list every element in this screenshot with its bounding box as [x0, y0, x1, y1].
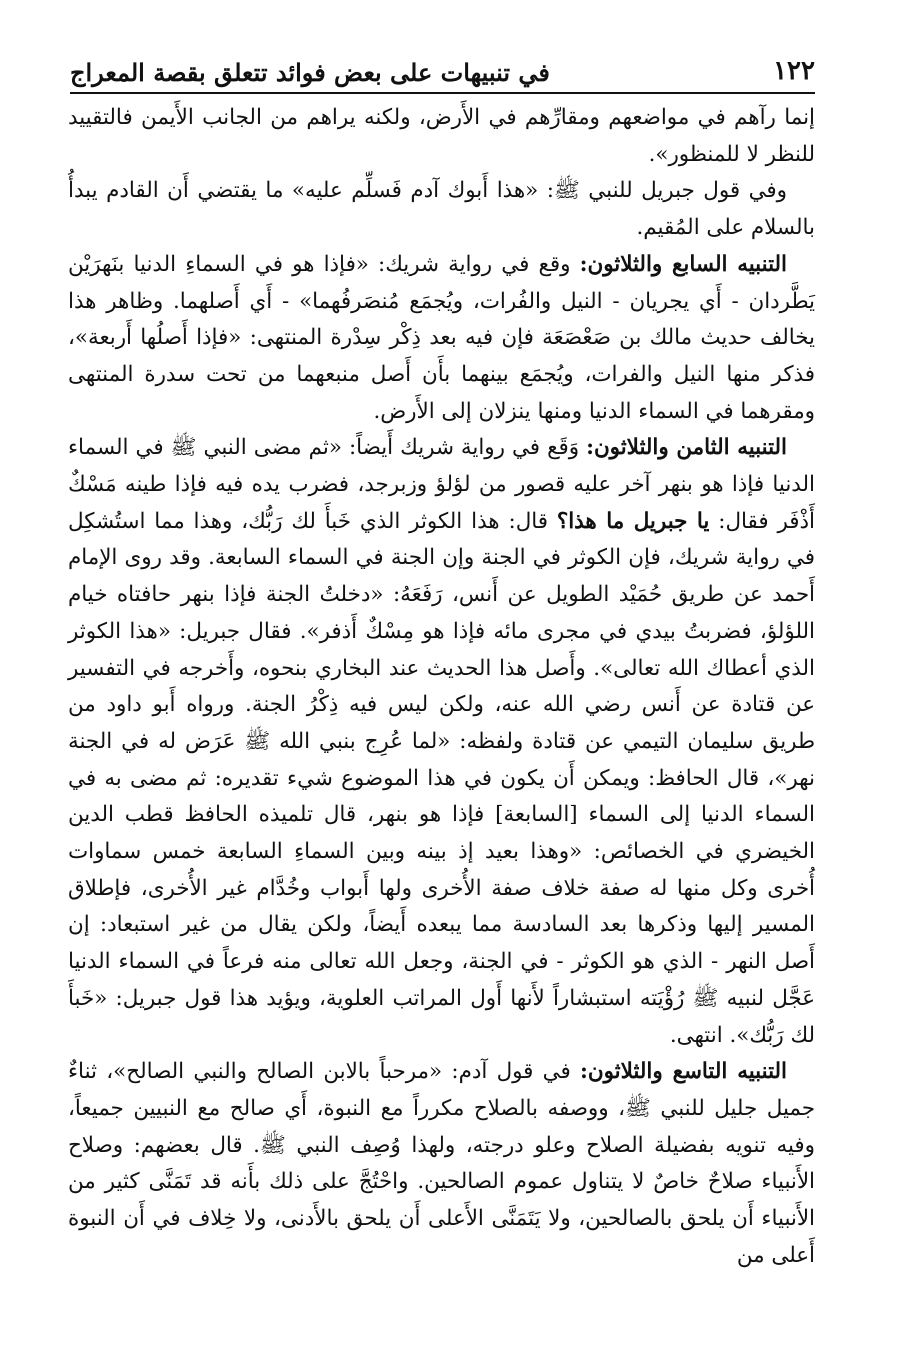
page-header: [70, 52, 815, 94]
page-number: ١٢٢: [773, 56, 815, 86]
paragraph-text: إنما رآهم في مواضعهم ومقارِّهم في الأَرض، ولكنه يراهم من الجانب الأَيمن فالتقييد للنظر لا للمنظور».: [68, 105, 815, 167]
section-heading: التنبيه الثامن والثلاثون:: [586, 435, 787, 461]
paragraph-text: وَقَع في رواية شريك أَيضاً: «ثم مضى النبي ﷺ في السماء الدنيا فإذا هو بنهر آخر عليه قصور من لؤلؤ وزبرجد، فضرب يده فيه فإذا طينه مَسْكٌ أَذْفَر فقال:: [68, 435, 815, 534]
paragraph-jibril-greeting: [68, 173, 815, 246]
section-heading: التنبيه السابع والثلاثون:: [579, 251, 787, 277]
paragraph-text: وفي قول جبريل للنبي ﷺ: «هذا أَبوك آدم فَسلِّم عليه» ما يقتضي أَن القادم يبدأُ بالسلام على المُقيم.: [68, 178, 815, 241]
section-heading: التنبيه التاسع والثلاثون:: [580, 1059, 788, 1085]
paragraph-note-38: [68, 430, 815, 1054]
page-body: [68, 100, 815, 1275]
paragraph-continuation: [68, 100, 815, 173]
paragraph-note-37: [68, 247, 815, 431]
paragraph-text: وقع في رواية شريك: «فإذا هو في السماءِ الدنيا بنَهرَيْن يَطَّردان - أَي يجريان - النيل والفُرات، ويُجمَع مُنصَرفُهما» - أَي أَصلهما. وظاهر هذا يخالف حديث مالك بن صَعْصَعَة فإن فيه بعد ذِكْر سِدْرة المنتهى: «فإذا أَصلُها أَربعة»، فذكر منها النيل والفرات، ويُجمَع بينهما بأَن أَصل منبعهما من تحت سدرة المنتهى ومقرهما في السماء الدنيا ومنها ينزلان إلى الأَرض.: [68, 251, 815, 424]
bold-quote: يا جبريل ما هذا؟: [556, 508, 710, 534]
paragraph-text: في قول آدم: «مرحباً بالابن الصالح والنبي الصالح»، ثناءٌ جميل جليل للنبي ﷺ، ووصفه بالصلاح مكرراً مع النبوة، أَي صالح مع النبيين جميعاً، وفيه تنويه بفضيلة الصلاح وعلو درجته، ولهذا وُصِف النبي ﷺ. قال بعضهم: وصلاح الأَنبياء صلاحٌ خاصٌ لا يتناول عموم الصالحين. واحْتُجَّ على ذلك بأَنه قد تَمَنَّى كثير من الأَنبياء أَن يلحق بالصالحين، ولا يَتَمَنَّى الأَعلى أَن يلحق بالأَدنى، ولا خِلاف في أَن النبوة أَعلى من: [68, 1059, 815, 1268]
running-title: في تنبيهات على بعض فوائد تتعلق بقصة المعراج: [70, 58, 550, 87]
paragraph-note-39: [68, 1054, 815, 1274]
paragraph-text: قال: هذا الكوثر الذي خَبأَ لك رَبُّك، وهذا مما استُشكِل في رواية شريك، فإن الكوثر في الجنة وإن الجنة في السماء السابعة. وقد روى الإمام أَحمد عن طريق حُمَيْد الطويل عن أَنس، رَفَعَهُ: «دخلتُ الجنة فإذا بنهر حافتاه خيام اللؤلؤ، فضربتُ بيدي في مجرى مائه فإذا هو مِسْكٌ أَذفر». فقال جبريل: «هذا الكوثر الذي أعطاك الله تعالى». وأَصل هذا الحديث عند البخاري بنحوه، وأَخرجه في التفسير عن قتادة عن أَنس رضي الله عنه، ولكن ليس فيه ذِكْرُ الجنة. ورواه أَبو داود من طريق سليمان التيمي عن قتادة ولفظه: «لما عُرِج بنبي الله ﷺ عَرَض له في الجنة نهر»، قال الحافظ: ويمكن أَن يكون في هذا الموضوع شيء تقديره: ثم مضى به في السماء الدنيا إلى السماء [السابعة] فإذا هو بنهر، قال تلميذه الحافظ قطب الدين الخيضري في الخصائص: «وهذا بعيد إذ بينه وبين السماءِ السابعة خمس سماوات أُخرى وكل منها له صفة خلاف صفة الأُخرى ولها أَبواب وخُدَّام غير الأُخرى، فإطلاق المسير إليها وذكرها بعد السادسة مما يبعده أَيضاً، ولكن يقال من غير استبعاد: إن أَصل النهر - الذي هو الكوثر - في الجنة، وجعل الله تعالى منه فرعاً في السماء الدنيا عَجَّل لنبيه ﷺ رُؤْيَته استبشاراً لأَنها أَول المراتب العلوية، ويؤيد هذا قول جبريل: «خَبأَ لك رَبُّك». انتهى.: [68, 508, 815, 1048]
